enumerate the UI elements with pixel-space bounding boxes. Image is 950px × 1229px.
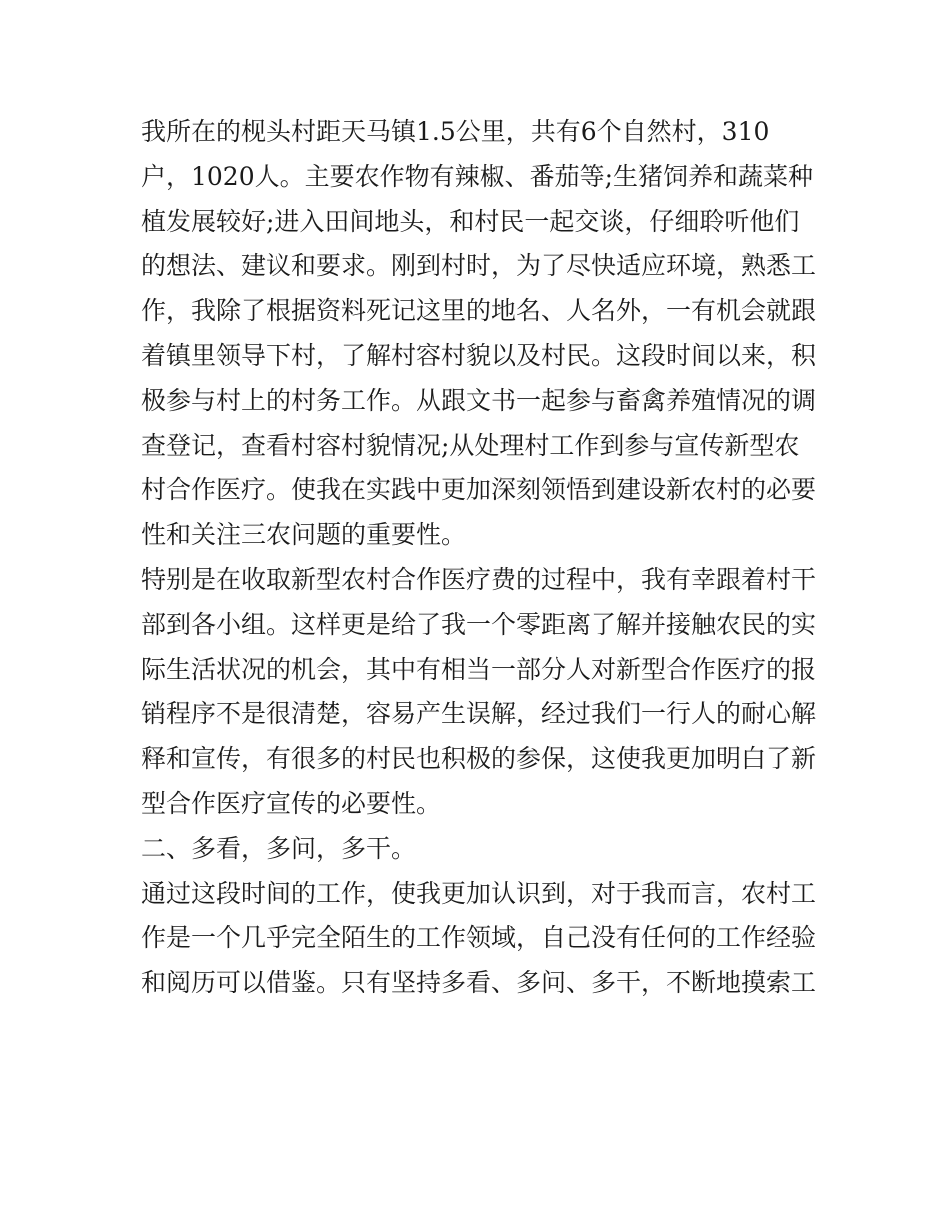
text-line: 查登记，查看村容村貌情况;从处理村工作到参与宣传新型农 [141,430,800,460]
text-line: 极参与村上的村务工作。从跟文书一起参与畜禽养殖情况的调 [141,385,817,415]
text-line: 性和关注三农问题的重要性。 [141,520,467,550]
text-line: 际生活状况的机会，其中有相当一部分人对新型合作医疗的报 [141,654,817,684]
text-line: 部到各小组。这样更是给了我一个零距离了解并接触农民的实 [141,609,817,639]
section-heading [141,827,821,872]
text-line: 户，1020人。主要农作物有辣椒、番茄等;生猪饲养和蔬菜种 [141,161,814,191]
text-line: 作是一个几乎完全陌生的工作领域，自己没有任何的工作经验 [141,923,817,953]
text-line: 和阅历可以借鉴。只有坚持多看、多问、多干，不断地摸索工 [141,968,817,998]
text-line: 特别是在收取新型农村合作医疗费的过程中，我有幸跟着村干 [141,564,817,594]
text-line: 释和宣传，有很多的村民也积极的参保，这使我更加明白了新 [141,744,817,774]
text-line: 植发展较好;进入田间地头，和村民一起交谈，仔细聆听他们 [141,206,800,236]
heading-line: 二、多看，多问，多干。 [141,833,417,863]
paragraph-work-reflection [141,872,821,1006]
text-line: 着镇里领导下村，了解村容村貌以及村民。这段时间以来，积 [141,340,817,370]
text-line: 型合作医疗宣传的必要性。 [141,788,442,818]
text-line: 村合作医疗。使我在实践中更加深刻领悟到建设新农村的必要 [141,475,817,505]
paragraph-medical-insurance [141,558,821,827]
text-line: 销程序不是很清楚，容易产生误解，经过我们一行人的耐心解 [141,699,817,729]
document-body [141,110,821,1006]
text-line: 作，我除了根据资料死记这里的地名、人名外，一有机会就跟 [141,296,817,326]
text-line: 的想法、建议和要求。刚到村时，为了尽快适应环境，熟悉工 [141,251,817,281]
paragraph-village-overview [141,110,821,558]
text-line: 通过这段时间的工作，使我更加认识到，对于我而言，农村工 [141,878,817,908]
text-line: 我所在的枧头村距天马镇1.5公里，共有6个自然村，310 [141,117,770,146]
